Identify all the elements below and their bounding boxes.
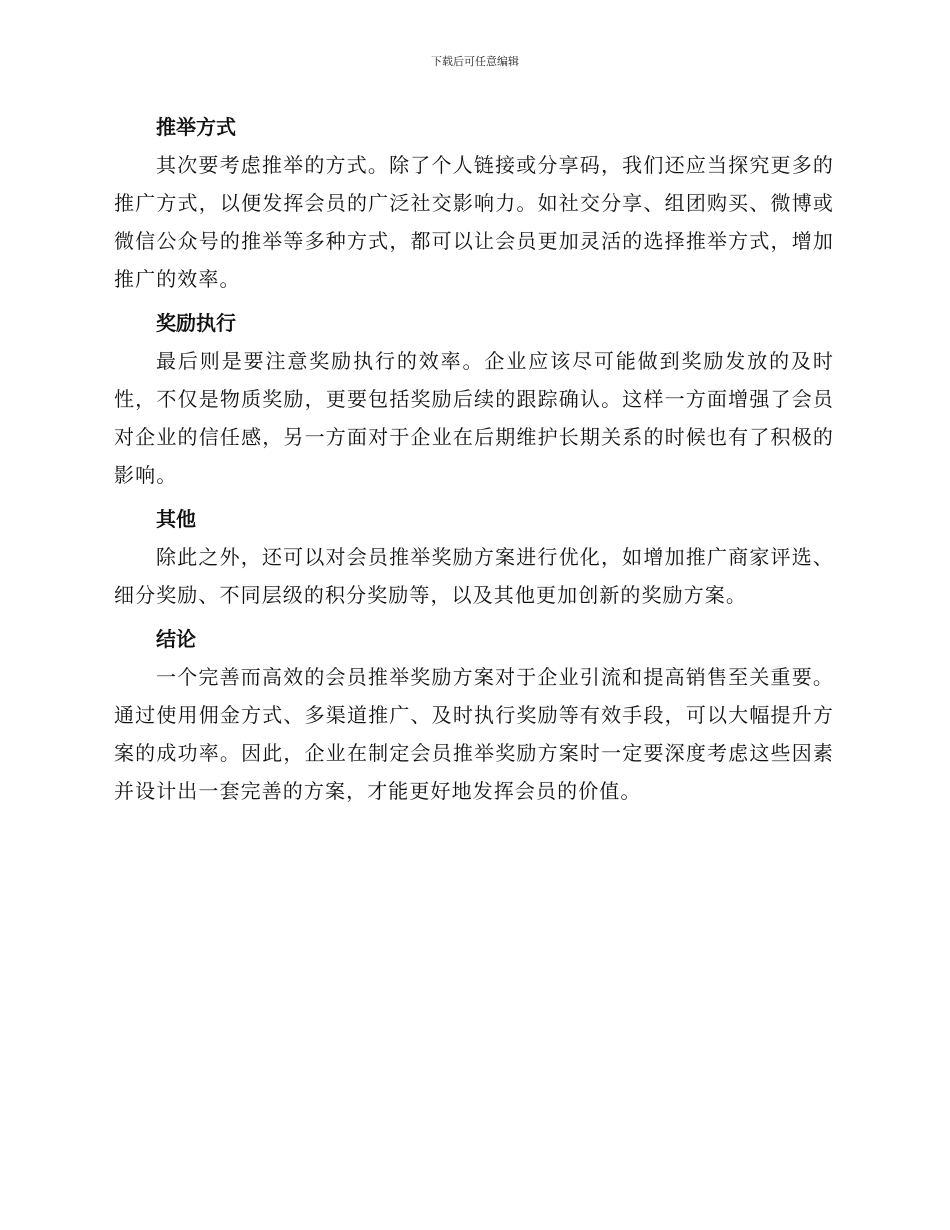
section-title: 奖励执行 xyxy=(156,311,236,335)
section-other xyxy=(114,500,834,614)
section-paragraph: 一个完善而高效的会员推举奖励方案对于企业引流和提高销售至关重要。通过使用佣金方式、多渠道推广、及时执行奖励等有效手段，可以大幅提升方案的成功率。因此，企业在制定会员推举奖励方案时一定要深度考虑这些因素并设计出一套完善的方案，才能更好地发挥会员的价值。 xyxy=(114,665,834,803)
section-conclusion xyxy=(114,620,834,810)
document-body xyxy=(114,108,834,816)
page-header-note: 下载后可任意编辑 xyxy=(431,55,519,68)
section-title: 推举方式 xyxy=(156,115,236,139)
section-title: 其他 xyxy=(156,507,196,531)
section-title: 结论 xyxy=(156,627,196,651)
section-paragraph: 最后则是要注意奖励执行的效率。企业应该尽可能做到奖励发放的及时性，不仅是物质奖励，更要包括奖励后续的跟踪确认。这样一方面增强了会员对企业的信任感，另一方面对于企业在后期维护长期关系的时候也有了积极的影响。 xyxy=(114,349,834,487)
section-paragraph: 除此之外，还可以对会员推举奖励方案进行优化，如增加推广商家评选、细分奖励、不同层级的积分奖励等，以及其他更加创新的奖励方案。 xyxy=(114,545,834,607)
section-reward-execution xyxy=(114,304,834,494)
section-paragraph: 其次要考虑推举的方式。除了个人链接或分享码，我们还应当探究更多的推广方式，以便发挥会员的广泛社交影响力。如社交分享、组团购买、微博或微信公众号的推举等多种方式，都可以让会员更加灵活的选择推举方式，增加推广的效率。 xyxy=(114,153,834,291)
section-recommend-method xyxy=(114,108,834,298)
